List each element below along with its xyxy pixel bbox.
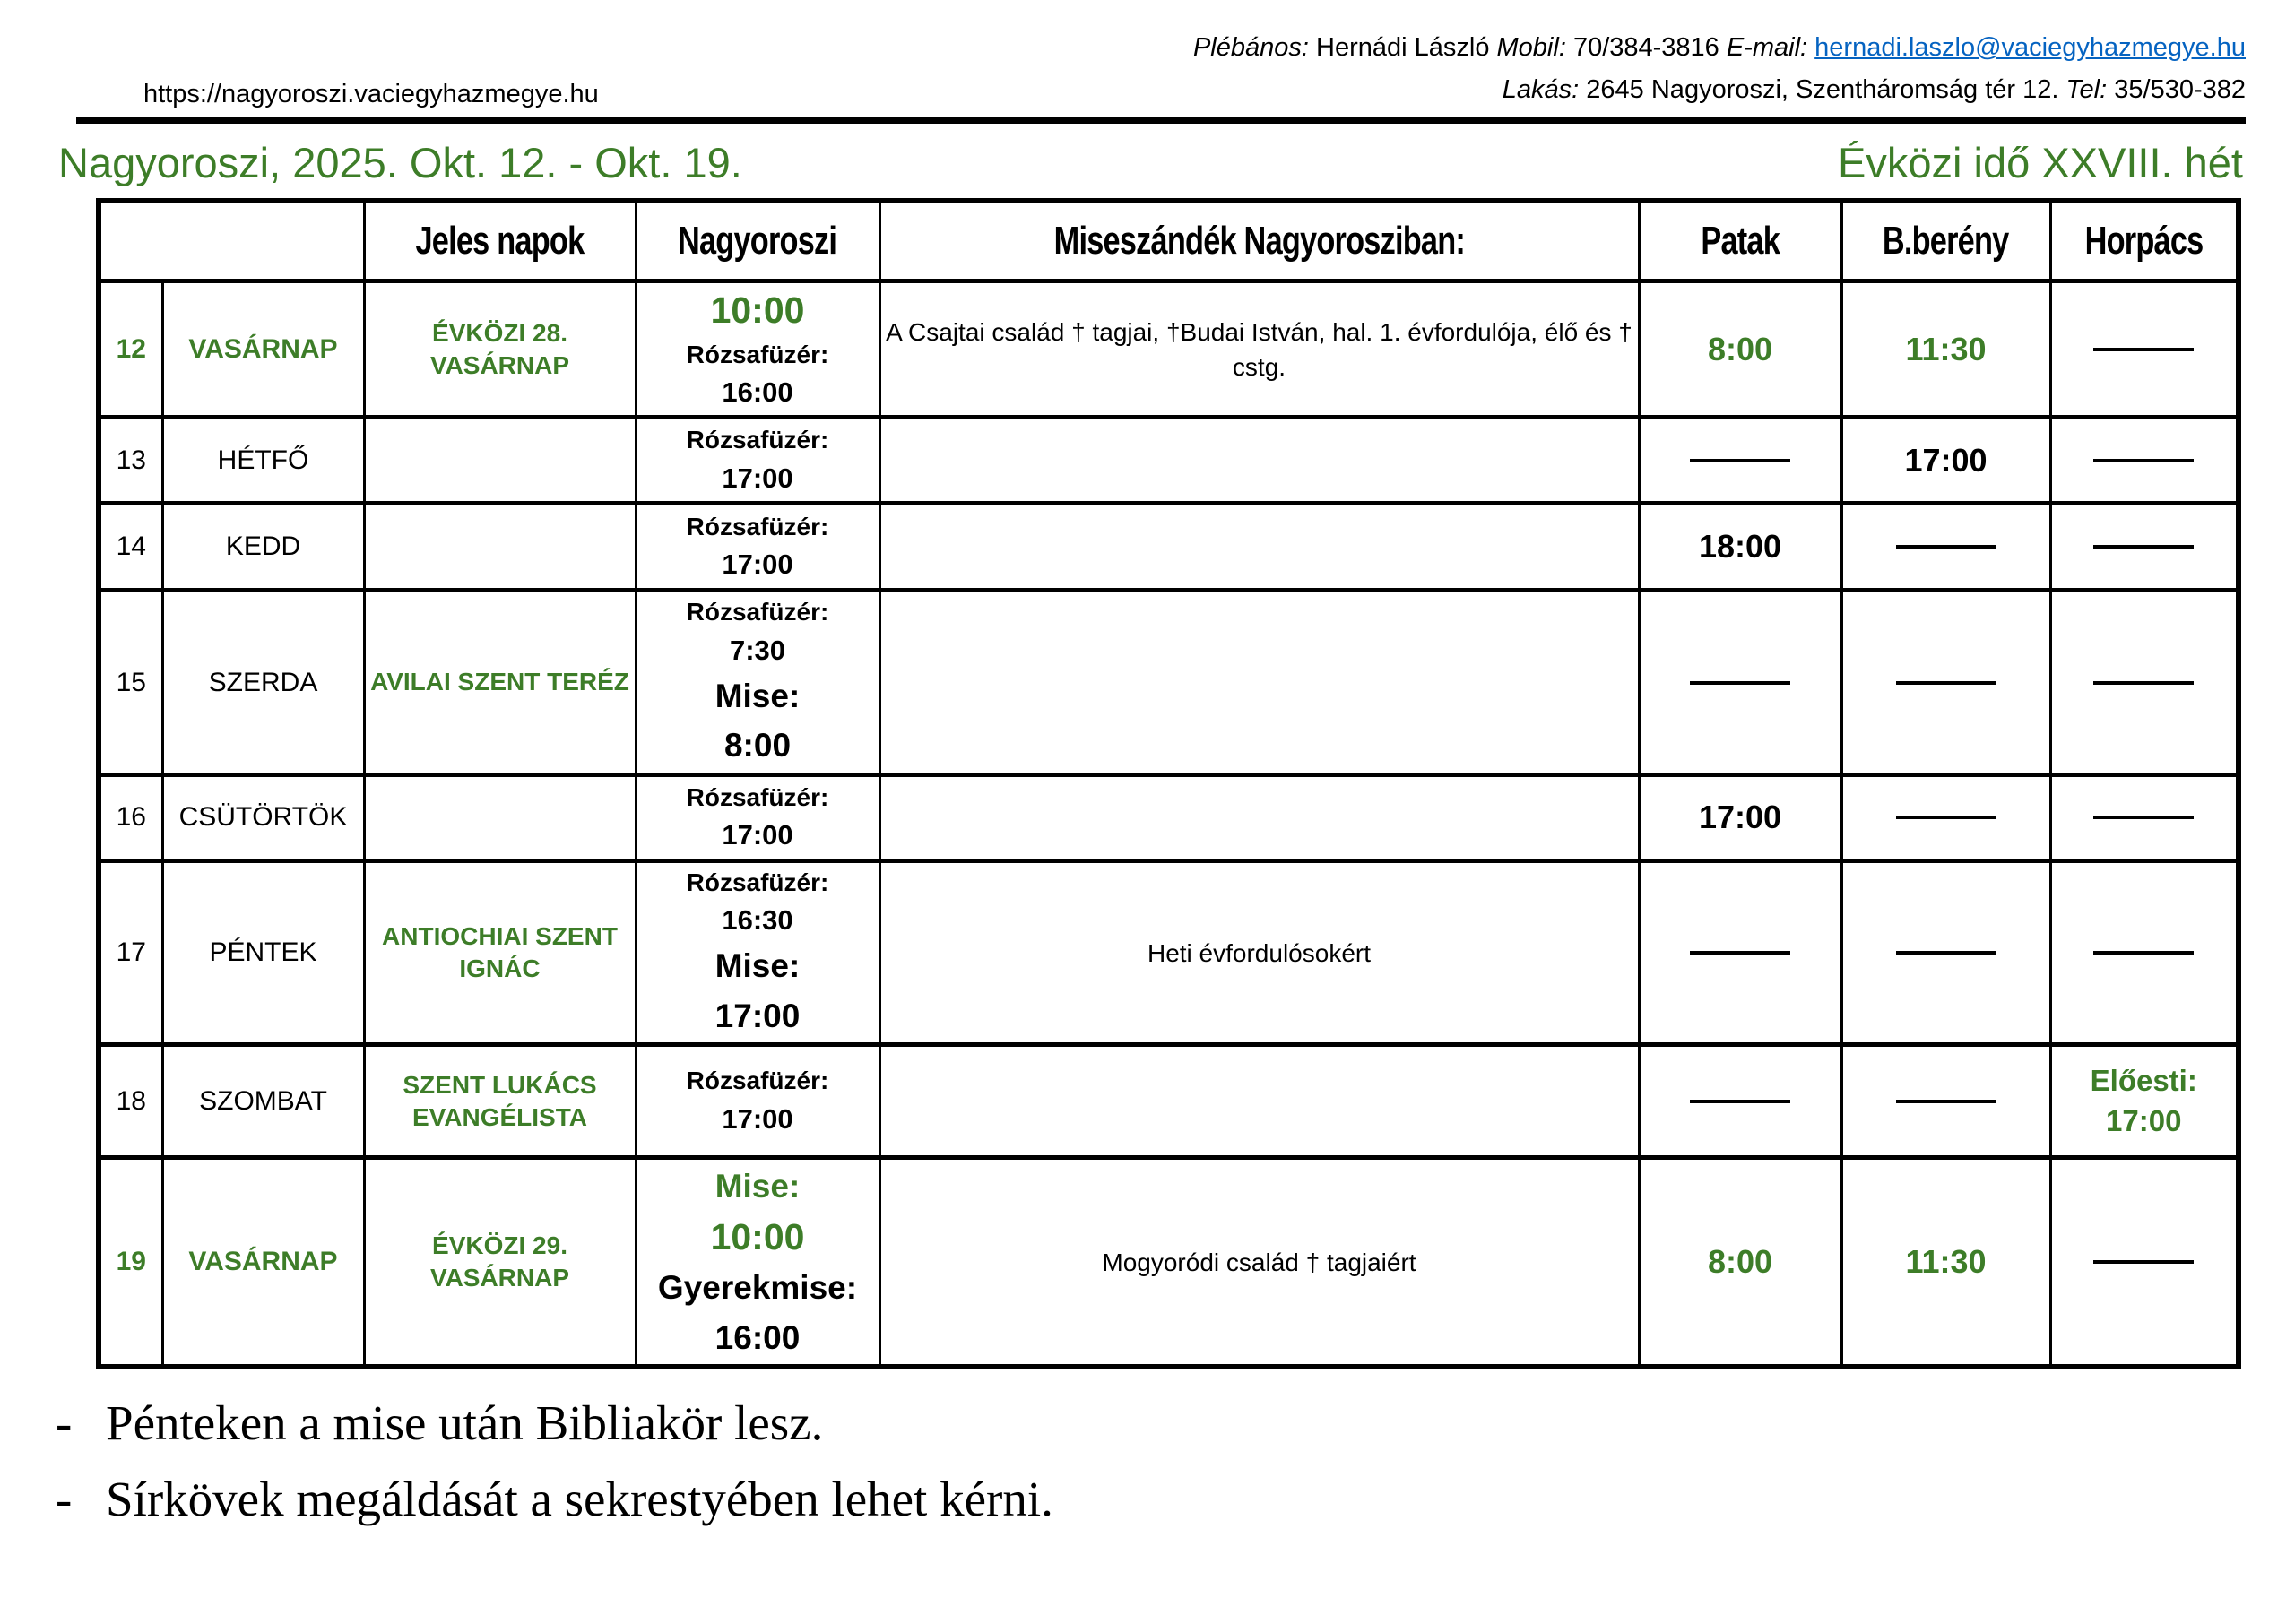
bbereny-time: 11:30 (1841, 281, 2050, 418)
header-row (99, 201, 2239, 281)
table-row (99, 774, 2239, 860)
feast-name (364, 418, 636, 504)
mass-intention (879, 504, 1639, 591)
bbereny-time: 17:00 (1841, 418, 2050, 504)
pastor-label: Plébános: (1192, 33, 1309, 62)
nagyoroszi-schedule (636, 504, 879, 591)
mass-intention: Heti évfordulósokért (879, 860, 1639, 1045)
patak-cell (1639, 1045, 1841, 1158)
children-mass-time: 16:00 (714, 1318, 801, 1356)
header-bbereny: B.berény (1841, 201, 2050, 281)
day-number: 12 (99, 281, 162, 418)
no-service-dash (1896, 1100, 1996, 1103)
home-address: 2645 Nagyoroszi, Szentháromság tér 12. (1586, 74, 2059, 104)
horpacs-cell (2050, 504, 2239, 591)
note-text: Pénteken a mise után Bibliakör lesz. (106, 1395, 824, 1451)
table-row (99, 281, 2239, 418)
top-header (0, 0, 2295, 115)
rosary-time: 17:00 (722, 1102, 793, 1135)
mass-intention (879, 591, 1639, 775)
bbereny-cell (1841, 860, 2050, 1045)
nagyoroszi-schedule (636, 591, 879, 775)
rosary-time: 7:30 (729, 634, 786, 666)
mass-time: 10:00 (710, 289, 805, 332)
mass-intention: A Csajtai család † tagjai, †Budai István, hal. 1. évfordulója, élő és † cstg. (879, 281, 1639, 418)
patak-time: 8:00 (1639, 281, 1841, 418)
nagyoroszi-schedule (636, 860, 879, 1045)
mass-intention (879, 1045, 1639, 1158)
no-service-dash (1690, 681, 1790, 685)
patak-time: 8:00 (1639, 1158, 1841, 1367)
table-row (99, 1045, 2239, 1158)
home-label: Lakás: (1502, 74, 1580, 104)
mass-time: 8:00 (723, 727, 792, 764)
header-day-cell (99, 201, 364, 281)
divider-rule (76, 117, 2246, 124)
no-service-dash (1690, 1100, 1790, 1103)
day-number: 19 (99, 1158, 162, 1367)
list-item (56, 1393, 2295, 1455)
day-name: HÉTFŐ (162, 418, 364, 504)
day-number: 15 (99, 591, 162, 775)
day-number: 17 (99, 860, 162, 1045)
rosary-label: Rózsafüzér: (686, 512, 829, 540)
note-text: Sírkövek megáldását a sekrestyében lehet kérni. (106, 1472, 1053, 1527)
bbereny-cell (1841, 774, 2050, 860)
table-row (99, 1158, 2239, 1367)
mass-label: Mise: (714, 947, 801, 985)
feast-name (364, 504, 636, 591)
announcements (56, 1393, 2295, 1531)
no-service-dash (2093, 348, 2194, 351)
tel-label: Tel: (2066, 74, 2108, 104)
header-nagyoroszi: Nagyoroszi (636, 201, 879, 281)
patak-cell (1639, 591, 1841, 775)
mass-time: 17:00 (714, 997, 801, 1034)
header-miseszandek: Miseszándék Nagyorosziban: (879, 201, 1639, 281)
bbereny-cell (1841, 504, 2050, 591)
feast-name (364, 774, 636, 860)
no-service-dash (1690, 951, 1790, 955)
rosary-label: Rózsafüzér: (686, 340, 829, 368)
horpacs-cell (2050, 281, 2239, 418)
email-label: E-mail: (1726, 33, 1808, 62)
day-number: 16 (99, 774, 162, 860)
feast-name: ÉVKÖZI 28. VASÁRNAP (364, 281, 636, 418)
rosary-time: 17:00 (722, 819, 793, 851)
horpacs-cell (2050, 774, 2239, 860)
mass-intention (879, 418, 1639, 504)
table-row (99, 591, 2239, 775)
feast-name: ANTIOCHIAI SZENT IGNÁC (364, 860, 636, 1045)
note-bullet: - (56, 1472, 73, 1527)
no-service-dash (1896, 681, 1996, 685)
contact-block (1193, 27, 2246, 111)
page-title: Nagyoroszi, 2025. Okt. 12. - Okt. 19. (58, 138, 742, 186)
pastor-name: Hernádi László (1316, 33, 1490, 62)
patak-cell (1639, 418, 1841, 504)
mass-label: Mise: (714, 1168, 801, 1205)
rosary-time: 16:30 (722, 904, 793, 937)
rosary-label: Rózsafüzér: (686, 598, 829, 626)
nagyoroszi-schedule (636, 774, 879, 860)
rosary-time: 16:00 (722, 376, 793, 409)
no-service-dash (1896, 816, 1996, 819)
horpacs-cell (2050, 1158, 2239, 1367)
tel-number: 35/530-382 (2114, 74, 2246, 104)
horpacs-cell (2050, 418, 2239, 504)
day-name: PÉNTEK (162, 860, 364, 1045)
day-number: 18 (99, 1045, 162, 1158)
bbereny-cell (1841, 1045, 2050, 1158)
nagyoroszi-schedule (636, 1158, 879, 1367)
no-service-dash (2093, 951, 2194, 955)
rosary-label: Rózsafüzér: (686, 426, 829, 454)
vigil-label: Előesti: (2090, 1064, 2197, 1098)
day-number: 14 (99, 504, 162, 591)
day-name: SZOMBAT (162, 1045, 364, 1158)
children-mass-label: Gyerekmise: (657, 1269, 858, 1307)
feast-name: ÉVKÖZI 29. VASÁRNAP (364, 1158, 636, 1367)
no-service-dash (2093, 1260, 2194, 1264)
feast-name: AVILAI SZENT TERÉZ (364, 591, 636, 775)
contact-line-1 (1193, 27, 2246, 69)
day-name: VASÁRNAP (162, 281, 364, 418)
nagyoroszi-schedule (636, 281, 879, 418)
list-item (56, 1469, 2295, 1531)
table-row (99, 860, 2239, 1045)
mobile-label: Mobil: (1496, 33, 1566, 62)
horpacs-cell (2050, 1045, 2239, 1158)
horpacs-cell (2050, 860, 2239, 1045)
no-service-dash (1896, 545, 1996, 549)
header-horpacs: Horpács (2050, 201, 2239, 281)
bbereny-cell (1841, 591, 2050, 775)
rosary-label: Rózsafüzér: (686, 868, 829, 896)
horpacs-cell (2050, 591, 2239, 775)
day-name: CSÜTÖRTÖK (162, 774, 364, 860)
no-service-dash (1896, 951, 1996, 955)
schedule-table (96, 198, 2241, 1369)
table-row (99, 504, 2239, 591)
rosary-time: 17:00 (722, 462, 793, 494)
no-service-dash (2093, 816, 2194, 819)
email-link[interactable]: hernadi.laszlo@vaciegyhazmegye.hu (1814, 33, 2246, 62)
day-name: VASÁRNAP (162, 1158, 364, 1367)
rosary-label: Rózsafüzér: (686, 782, 829, 811)
feast-name: SZENT LUKÁCS EVANGÉLISTA (364, 1045, 636, 1158)
bbereny-time: 11:30 (1841, 1158, 2050, 1367)
nagyoroszi-schedule (636, 1045, 879, 1158)
patak-time: 18:00 (1639, 504, 1841, 591)
mass-intention (879, 774, 1639, 860)
site-url: https://nagyoroszi.vaciegyhazmegye.hu (143, 80, 599, 109)
no-service-dash (2093, 681, 2194, 685)
no-service-dash (1690, 459, 1790, 462)
day-name: KEDD (162, 504, 364, 591)
patak-time: 17:00 (1639, 774, 1841, 860)
mass-label: Mise: (714, 677, 801, 714)
mobile-number: 70/384-3816 (1572, 33, 1719, 62)
day-name: SZERDA (162, 591, 364, 775)
rosary-label: Rózsafüzér: (686, 1067, 829, 1095)
header-jeles-napok: Jeles napok (364, 201, 636, 281)
header-patak: Patak (1639, 201, 1841, 281)
day-number: 13 (99, 418, 162, 504)
vigil-time: 17:00 (2106, 1103, 2182, 1137)
rosary-time: 17:00 (722, 549, 793, 581)
no-service-dash (2093, 545, 2194, 549)
mass-intention: Mogyoródi család † tagjaiért (879, 1158, 1639, 1367)
mass-time: 10:00 (710, 1215, 805, 1257)
contact-line-2 (1193, 69, 2246, 111)
title-bar (58, 138, 2243, 187)
nagyoroszi-schedule (636, 418, 879, 504)
table-row (99, 418, 2239, 504)
week-label: Évközi idő XXVIII. hét (1838, 138, 2243, 186)
patak-cell (1639, 860, 1841, 1045)
note-bullet: - (56, 1395, 73, 1451)
no-service-dash (2093, 459, 2194, 462)
